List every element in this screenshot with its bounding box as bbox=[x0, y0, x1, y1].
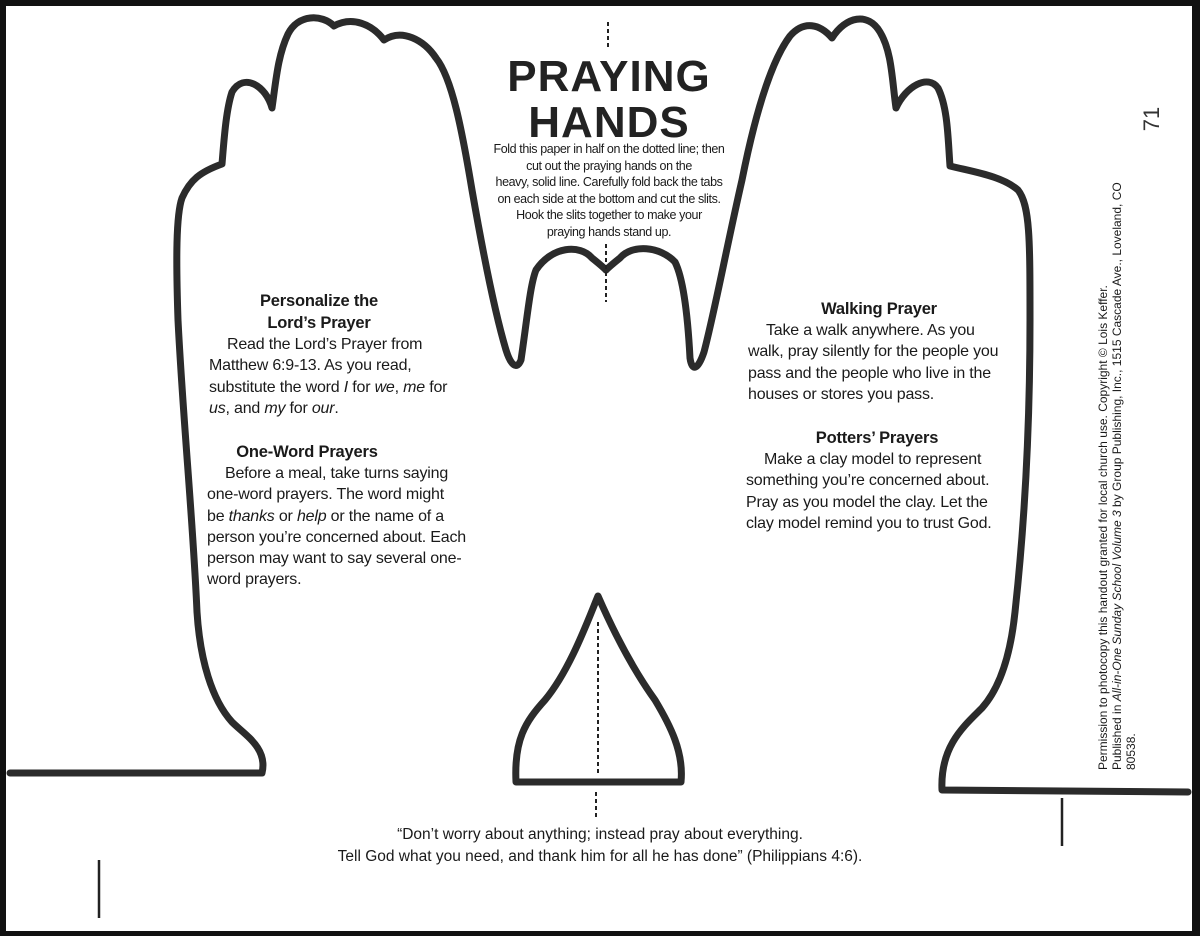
instruction-line: praying hands stand up. bbox=[546, 224, 672, 239]
folding-instructions bbox=[476, 141, 742, 241]
scripture-quote bbox=[260, 824, 940, 868]
title-line-2: HANDS bbox=[528, 98, 690, 147]
potters-prayers-body: Make a clay model to represent something you’re concerned about. Pray as you model the clay. Let the clay model remind you to trust God. bbox=[746, 451, 992, 532]
personalize-heading: Personalize the Lord’s Prayer bbox=[259, 292, 379, 332]
instruction-line: on each side at the bottom and cut the slits. bbox=[497, 191, 721, 206]
one-word-section bbox=[207, 441, 475, 591]
potters-prayers-section bbox=[746, 427, 1008, 534]
title-line-1: PRAYING bbox=[507, 52, 711, 101]
instruction-line: Fold this paper in half on the dotted line; then bbox=[493, 142, 725, 156]
quote-line-2: Tell God what you need, and thank him for all he has done” (Philippians 4:6). bbox=[337, 848, 863, 865]
permission-line-2: Published in All-in-One Sunday School Volume 3 by Group Publishing, Inc., 1515 Cascade Ave., Loveland, CO 80538. bbox=[1110, 182, 1138, 770]
one-word-heading: One-Word Prayers bbox=[236, 443, 378, 461]
potters-prayers-heading: Potters’ Prayers bbox=[815, 429, 939, 447]
personalize-section bbox=[209, 290, 469, 419]
instruction-line: heavy, solid line. Carefully fold back the tabs bbox=[495, 175, 723, 190]
instruction-line: Hook the slits together to make your bbox=[516, 208, 702, 223]
instruction-line: cut out the praying hands on the bbox=[526, 158, 692, 173]
page-title bbox=[480, 54, 738, 146]
walking-prayer-body: Take a walk anywhere. As you walk, pray silently for the people you pass and the people who live in the houses or stores you pass. bbox=[748, 322, 999, 403]
permission-notice bbox=[1096, 180, 1138, 770]
permission-line-1: Permission to photocopy this handout granted for local church use. Copyright © Lois Keffer. bbox=[1096, 285, 1110, 770]
quote-line-1: “Don’t worry about anything; instead pray about everything. bbox=[397, 826, 803, 843]
personalize-body: Read the Lord’s Prayer from Matthew 6:9-13. As you read, substitute the word I for we, me for us, and my for our. bbox=[209, 336, 448, 417]
page-number: 71 bbox=[1139, 106, 1164, 132]
one-word-body: Before a meal, take turns saying one-word prayers. The word might be thanks or help or the name of a person you’re concerned about. Each person may want to say several one- word prayers. bbox=[207, 465, 466, 589]
walking-prayer-heading: Walking Prayer bbox=[821, 300, 937, 318]
walking-prayer-section bbox=[748, 298, 1010, 405]
